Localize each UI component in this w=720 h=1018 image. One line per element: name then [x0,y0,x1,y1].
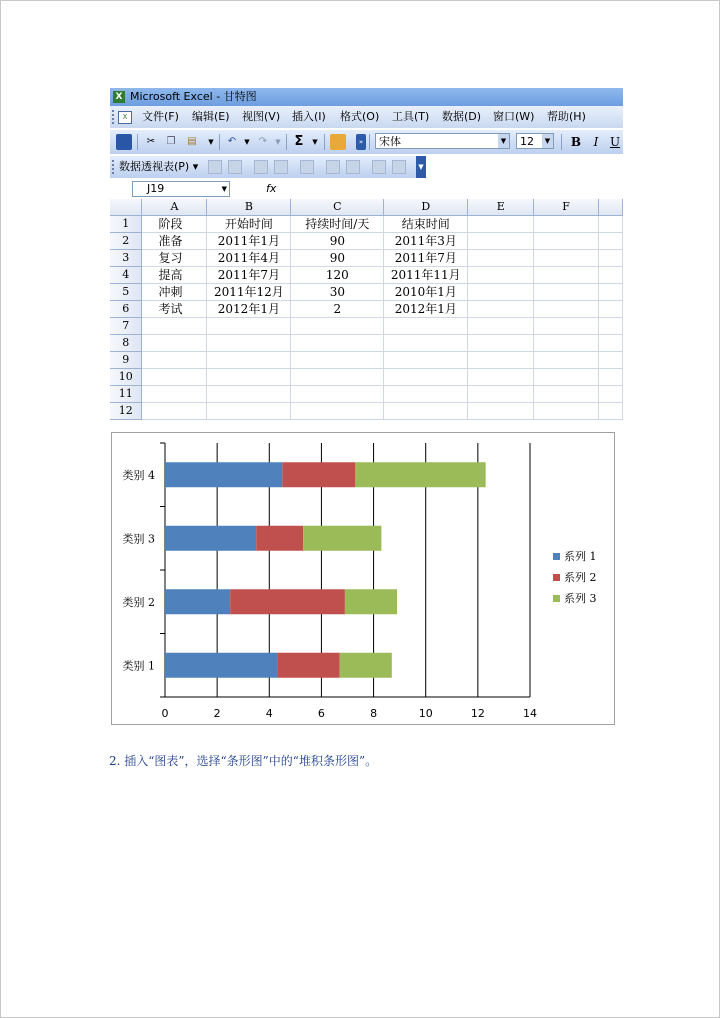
instruction-caption: 2. 插入“图表”，选择“条形图”中的“堆积条形图”。 [109,754,378,768]
row-header[interactable]: 7 [110,318,142,335]
x-tick-label: 12 [470,707,485,720]
toolbar-separator [286,134,287,150]
sheet-cell[interactable]: 准备 [142,233,207,250]
sheet-cell[interactable] [291,335,384,352]
name-box[interactable] [132,181,230,197]
copy-icon[interactable]: ❐ [166,136,176,147]
sheet-cell[interactable] [534,403,599,420]
sheet-cell[interactable] [142,318,207,335]
bar-segment [165,462,282,487]
sheet-row [110,403,623,420]
window-title: Microsoft Excel - 甘特图 [130,90,257,103]
row-header[interactable]: 8 [110,335,142,352]
bar-segment [165,526,256,551]
menu-file[interactable]: 文件(F) [142,110,179,123]
sheet-cell[interactable] [534,233,599,250]
sheet-cell[interactable] [468,386,534,403]
sheet-cell[interactable] [468,216,534,233]
sheet-cell[interactable] [534,284,599,301]
column-header[interactable]: F [534,199,599,216]
sheet-row [110,233,623,250]
pivot-table-label: 数据透视表(P) [119,160,190,173]
pivot-field-list-icon[interactable] [392,160,406,174]
x-tick-label: 10 [418,707,433,720]
x-tick-label: 8 [370,707,378,720]
sheet-row [110,267,623,284]
sheet-cell[interactable] [534,250,599,267]
bar-segment [345,589,397,614]
sheet-cell[interactable]: 冲刺 [142,284,207,301]
pivot-chart-icon[interactable] [228,160,242,174]
sheet-cell[interactable] [599,335,623,352]
legend-swatch [553,595,560,602]
legend-label: 系列 3 [564,592,597,605]
column-header[interactable]: C [291,199,384,216]
excel-icon: X [113,91,125,103]
sheet-cell[interactable] [207,352,291,369]
toolbar-overflow-chevron-icon[interactable]: ▼ [416,156,426,178]
bar-segment [256,526,303,551]
legend-swatch [553,574,560,581]
formula-bar [110,180,623,198]
sheet-cell[interactable] [534,335,599,352]
sheet-cell[interactable] [468,352,534,369]
autosum-icon[interactable]: Σ [294,134,304,149]
bar-segment [277,653,340,678]
sheet-cell[interactable] [534,267,599,284]
workbook-icon[interactable]: X [118,111,132,124]
sheet-cell[interactable]: 90 [291,250,384,267]
row-header[interactable]: 4 [110,267,142,284]
column-header[interactable]: D [384,199,468,216]
sheet-cell[interactable]: 复习 [142,250,207,267]
column-header[interactable]: E [468,199,534,216]
pivot-table-toolbar [110,156,426,178]
pivot-show-detail-icon[interactable] [274,160,288,174]
bar-segment [303,526,381,551]
font-name-value: 宋体 [379,135,401,148]
sheet-cell[interactable]: 90 [291,233,384,250]
sheet-table [110,199,623,420]
sheet-cell[interactable]: 考试 [142,301,207,318]
toolbar-separator [561,134,562,150]
sheet-cell[interactable] [534,301,599,318]
x-tick-label: 14 [523,707,537,720]
chevron-down-icon[interactable]: ▼ [498,134,509,148]
sheet-cell[interactable] [468,233,534,250]
sheet-cell[interactable] [142,352,207,369]
row-header[interactable]: 2 [110,233,142,250]
legend-swatch [553,553,560,560]
column-header[interactable]: A [142,199,207,216]
stacked-bar-chart[interactable] [111,432,615,725]
chevron-down-icon[interactable]: ▼ [221,185,227,193]
sheet-cell[interactable] [468,318,534,335]
chart-canvas [112,433,614,724]
pivot-field-settings-icon[interactable] [372,160,386,174]
toolbar-separator [324,134,325,150]
x-tick-label: 0 [161,707,169,720]
sheet-cell[interactable] [142,403,207,420]
toolbar-separator [137,134,138,150]
sheet-cell[interactable] [599,369,623,386]
sheet-cell[interactable] [468,301,534,318]
bar-segment [165,653,277,678]
sheet-cell[interactable] [384,352,468,369]
sheet-cell[interactable] [207,335,291,352]
x-tick-label: 4 [265,707,273,720]
legend-label: 系列 1 [564,550,597,563]
legend-label: 系列 2 [564,571,597,584]
row-header[interactable]: 3 [110,250,142,267]
sheet-row [110,369,623,386]
chevron-down-icon: ▾ [192,160,199,173]
sheet-cell[interactable]: 2011年7月 [384,250,468,267]
bar-segment [230,589,345,614]
sheet-cell[interactable] [534,318,599,335]
sheet-cell[interactable] [207,403,291,420]
title-bar [110,88,623,106]
sheet-cell[interactable] [468,250,534,267]
bar-segment [282,462,355,487]
sheet-cell[interactable] [384,369,468,386]
insert-function-icon[interactable]: fx [266,182,277,195]
font-size-value: 12 [520,135,534,148]
sheet-cell[interactable] [291,352,384,369]
row-header[interactable]: 5 [110,284,142,301]
paste-dropdown-icon[interactable]: ▼ [208,138,214,146]
sheet-cell[interactable] [384,403,468,420]
category-label: 类别 1 [122,659,155,673]
column-header[interactable] [599,199,623,216]
sheet-cell[interactable] [291,318,384,335]
row-header[interactable]: 6 [110,301,142,318]
sheet-cell[interactable] [207,318,291,335]
sheet-cell[interactable] [599,386,623,403]
sheet-row [110,250,623,267]
menu-help[interactable]: 帮助(H) [547,110,586,123]
pivot-include-hidden-icon[interactable] [326,160,340,174]
sheet-cell[interactable] [291,369,384,386]
sheet-cell[interactable] [384,386,468,403]
menu-edit[interactable]: 编辑(E) [192,110,230,123]
sheet-row [110,284,623,301]
menu-format[interactable]: 格式(O) [340,110,380,123]
sheet-cell[interactable] [534,369,599,386]
sheet-cell[interactable] [468,284,534,301]
row-header[interactable]: 9 [110,352,142,369]
excel-window [110,88,623,424]
bar-segment [355,462,485,487]
sheet-cell[interactable] [384,335,468,352]
toolbar-separator [219,134,220,150]
pivot-refresh-icon[interactable] [300,160,314,174]
name-box-value: J19 [147,182,165,195]
menu-insert[interactable]: 插入(I) [292,110,326,123]
sheet-cell[interactable] [384,318,468,335]
sheet-cell[interactable] [291,403,384,420]
toolbar-overflow-chevron-icon[interactable]: » [356,134,366,150]
sheet-cell[interactable] [207,386,291,403]
chart-wizard-icon[interactable] [330,134,346,150]
sheet-cell[interactable]: 2 [291,301,384,318]
sheet-cell[interactable]: 2011年3月 [384,233,468,250]
category-label: 类别 3 [122,532,155,546]
underline-button[interactable]: U [609,135,621,149]
category-label: 类别 2 [122,595,155,609]
paste-icon[interactable]: ▤ [187,136,197,147]
category-label: 类别 4 [122,468,155,482]
sheet-cell[interactable]: 结束时间 [384,216,468,233]
font-name-select[interactable] [375,133,510,149]
sheet-cell[interactable]: 2012年1月 [384,301,468,318]
row-header[interactable]: 12 [110,403,142,420]
toolbar-separator [369,134,370,150]
sheet-cell[interactable] [599,284,623,301]
bar-segment [165,589,230,614]
sheet-cell[interactable] [599,318,623,335]
sheet-cell[interactable] [142,335,207,352]
autosum-dropdown-icon[interactable]: ▼ [312,138,318,146]
column-header-row [110,199,623,216]
bar-segment [340,653,392,678]
font-size-select[interactable] [516,133,554,149]
sheet-cell[interactable]: 2012年1月 [207,301,291,318]
row-header[interactable]: 10 [110,369,142,386]
sheet-cell[interactable] [468,403,534,420]
sheet-cell[interactable] [599,403,623,420]
standard-toolbar [110,130,623,154]
sheet-cell[interactable] [599,233,623,250]
sheet-row [110,301,623,318]
save-icon[interactable] [116,134,132,150]
sheet-cell[interactable] [291,386,384,403]
undo-dropdown-icon[interactable]: ▼ [244,138,250,146]
menu-data[interactable]: 数据(D) [442,110,482,123]
sheet-cell[interactable]: 120 [291,267,384,284]
sheet-cell[interactable]: 阶段 [142,216,207,233]
x-tick-label: 6 [317,707,325,720]
bold-button[interactable]: B [570,135,582,149]
spreadsheet-grid [110,199,623,420]
redo-dropdown-icon[interactable]: ▼ [275,138,281,146]
sheet-cell[interactable] [599,216,623,233]
pivot-always-display-icon[interactable] [346,160,360,174]
pivot-format-report-icon[interactable] [208,160,222,174]
column-header[interactable]: B [207,199,291,216]
italic-button[interactable]: I [593,135,599,149]
sheet-row [110,386,623,403]
sheet-row [110,318,623,335]
sheet-cell[interactable]: 2011年7月 [207,267,291,284]
sheet-cell[interactable] [534,352,599,369]
menu-view[interactable]: 视图(V) [242,110,281,123]
toolbar-grip-icon[interactable] [112,160,117,174]
sheet-cell[interactable] [534,386,599,403]
toolbar-grip-icon[interactable] [112,110,117,124]
sheet-cell[interactable] [468,369,534,386]
sheet-row [110,216,623,233]
sheet-cell[interactable] [468,267,534,284]
row-header[interactable]: 1 [110,216,142,233]
menu-window[interactable]: 窗口(W) [493,110,535,123]
sheet-cell[interactable] [599,352,623,369]
pivot-hide-detail-icon[interactable] [254,160,268,174]
sheet-cell[interactable]: 2011年11月 [384,267,468,284]
sheet-cell[interactable]: 30 [291,284,384,301]
sheet-cell[interactable] [599,301,623,318]
undo-icon[interactable]: ↶ [227,136,237,147]
sheet-cell[interactable] [142,386,207,403]
sheet-cell[interactable]: 开始时间 [207,216,291,233]
sheet-cell[interactable]: 2011年1月 [207,233,291,250]
sheet-cell[interactable]: 持续时间/天 [291,216,384,233]
sheet-cell[interactable] [142,369,207,386]
sheet-cell[interactable] [207,369,291,386]
sheet-cell[interactable]: 提高 [142,267,207,284]
sheet-cell[interactable] [599,250,623,267]
sheet-cell[interactable] [534,216,599,233]
cut-icon[interactable]: ✂ [146,136,156,147]
menu-bar [110,106,623,128]
sheet-cell[interactable]: 2010年1月 [384,284,468,301]
x-tick-label: 2 [213,707,221,720]
sheet-cell[interactable] [468,335,534,352]
row-header[interactable]: 11 [110,386,142,403]
pivot-table-menu[interactable] [119,156,198,178]
menu-tools[interactable]: 工具(T) [392,110,430,123]
select-all-corner[interactable] [110,199,142,216]
sheet-row [110,335,623,352]
sheet-cell[interactable] [599,267,623,284]
sheet-cell[interactable]: 2011年4月 [207,250,291,267]
chevron-down-icon[interactable]: ▼ [542,134,553,148]
sheet-cell[interactable]: 2011年12月 [207,284,291,301]
sheet-row [110,352,623,369]
redo-icon[interactable]: ↷ [258,136,268,147]
